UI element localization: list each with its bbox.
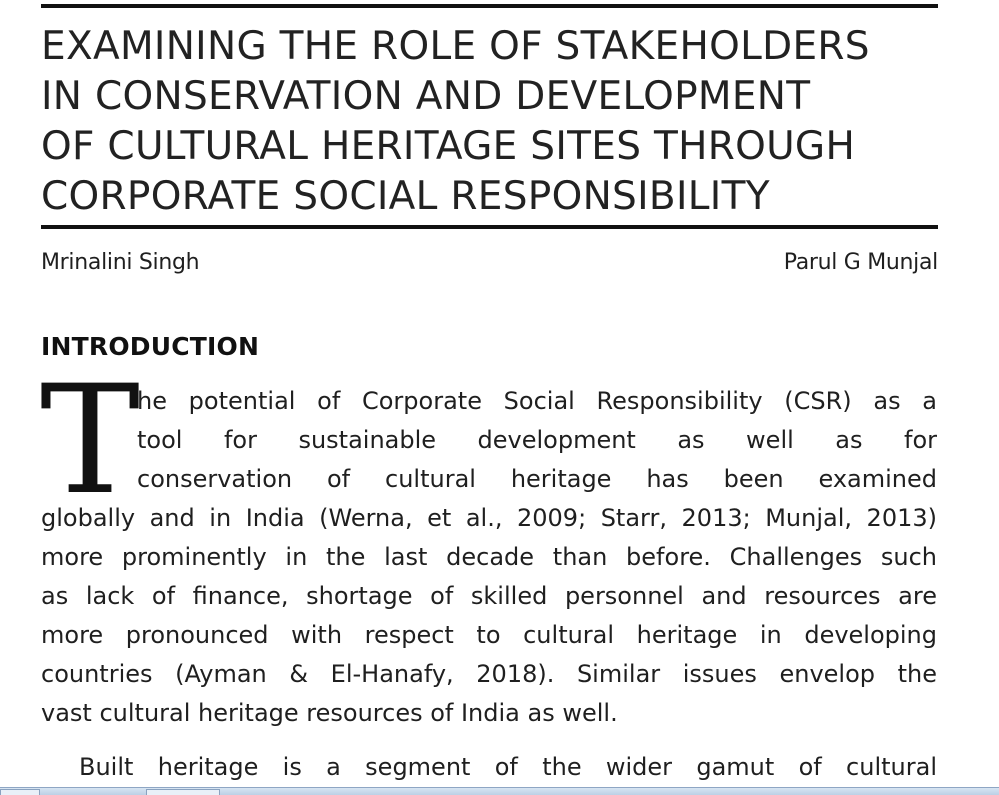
- paragraph-line: he potential of Corporate Social Responsibility (CSR) as a: [137, 387, 937, 415]
- start-button[interactable]: [0, 789, 40, 795]
- title-line: CORPORATE SOCIAL RESPONSIBILITY: [41, 174, 770, 219]
- second-paragraph: [41, 748, 937, 787]
- paragraph-line: vast cultural heritage resources of India as well.: [41, 699, 618, 727]
- drop-cap: T: [40, 354, 141, 528]
- paragraph-line: tool for sustainable development as well as for: [137, 426, 937, 454]
- paragraph-line: more pronounced with respect to cultural heritage in developing: [41, 621, 937, 649]
- taskbar-window-button[interactable]: [146, 789, 220, 795]
- paragraph-line: globally and in India (Werna, et al., 2009; Starr, 2013; Munjal, 2013): [41, 504, 937, 532]
- paragraph-line: conservation of cultural heritage has been examined: [137, 465, 937, 493]
- os-taskbar: [0, 787, 999, 795]
- introduction-paragraph: [41, 382, 937, 733]
- title-line: OF CULTURAL HERITAGE SITES THROUGH: [41, 124, 856, 169]
- title-line: EXAMINING THE ROLE OF STAKEHOLDERS: [41, 24, 870, 69]
- paragraph-line: Built heritage is a segment of the wider gamut of cultural: [79, 753, 937, 781]
- title-rule-top: [41, 4, 938, 8]
- section-heading: INTRODUCTION: [41, 332, 260, 361]
- author-name: Parul G Munjal: [783, 250, 938, 275]
- paragraph-line: more prominently in the last decade than before. Challenges such: [41, 543, 937, 571]
- paragraph-line: as lack of finance, shortage of skilled personnel and resources are: [41, 582, 937, 610]
- title-line: IN CONSERVATION AND DEVELOPMENT: [41, 74, 811, 119]
- paper-title: [41, 22, 941, 222]
- author-name: Mrinalini Singh: [41, 250, 200, 275]
- paragraph-line: countries (Ayman & El-Hanafy, 2018). Similar issues envelop the: [41, 660, 937, 688]
- title-rule-bottom: [41, 225, 938, 229]
